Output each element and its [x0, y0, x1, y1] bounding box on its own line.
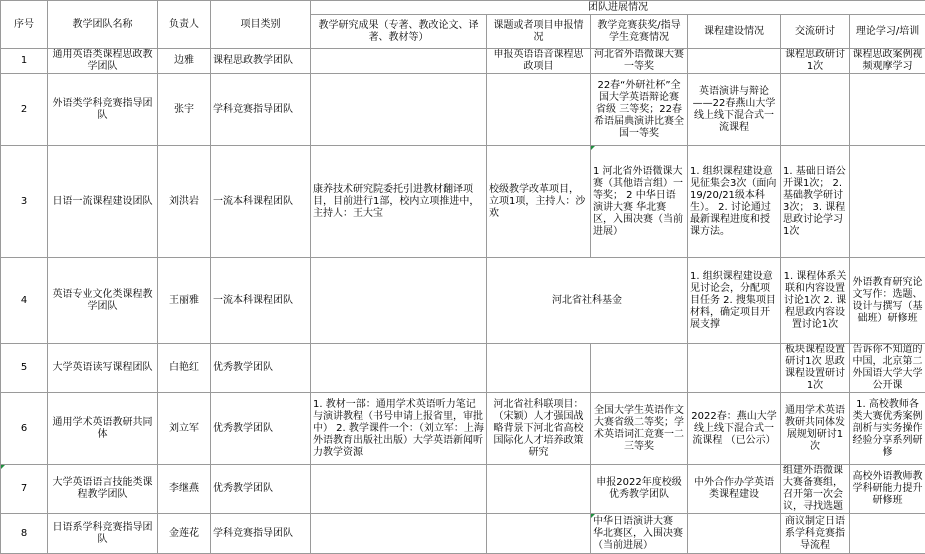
header-training: 理论学习/培训	[850, 15, 925, 49]
header-team-name: 教学团队名称	[48, 1, 158, 49]
cell-seq: 6	[1, 393, 48, 465]
cell-team-name: 通用学术英语教研共同体	[48, 393, 158, 465]
cell-team-name: 大学英语读写课程团队	[48, 344, 158, 393]
cell-leader: 王丽雅	[158, 258, 211, 344]
cell-seq: 7	[1, 465, 48, 514]
cell-competitions: 1 河北省外语微课大赛（其他语言组）一等奖； 2 中华日语演讲大赛 华北赛区，入围决赛（当前进展）	[591, 146, 688, 258]
cell-research-results	[311, 49, 487, 74]
cell-team-name: 通用英语类课程思政教学团队	[48, 49, 158, 74]
cell-exchange: 组建外语微课大赛备赛组，召开第一次会议，寻找选题	[781, 465, 850, 514]
cell-projects	[487, 74, 591, 146]
cell-competitions: 全国大学生英语作文大赛省级二等奖；学术英语词汇竞赛一二三等奖	[591, 393, 688, 465]
cell-category: 优秀教学团队	[211, 393, 311, 465]
cell-course-building: 中外合作办学英语类课程建设	[688, 465, 781, 514]
cell-category: 学科竞赛指导团队	[211, 74, 311, 146]
table-row	[1, 514, 925, 554]
table-row	[1, 49, 925, 74]
cell-competitions: 中华日语演讲大赛 华北赛区，入围决赛（当前进展）	[591, 514, 688, 554]
header-progress: 团队进展情况	[311, 1, 925, 15]
cell-projects	[487, 514, 591, 554]
cell-research-results: 康养技术研究院委托引进教材翻译项目，目前进行1部，校内立项推进中，主持人：王大宝	[311, 146, 487, 258]
cell-leader: 李继燕	[158, 465, 211, 514]
cell-exchange: 1. 课程体系关联和内容设置讨论1次 2. 课程思政内容设置讨论1次	[781, 258, 850, 344]
table-row	[1, 146, 925, 258]
cell-seq: 3	[1, 146, 48, 258]
header-projects: 课题或者项目申报情况	[487, 15, 591, 49]
cell-seq: 1	[1, 49, 48, 74]
cell-course-building	[688, 514, 781, 554]
cell-exchange: 1. 基础日语公开课1次； 2. 基础教学研讨3次； 3. 课程思政讨论学习1次	[781, 146, 850, 258]
cell-seq: 8	[1, 514, 48, 554]
cell-team-name: 外语类学科竞赛指导团队	[48, 74, 158, 146]
cell-competitions: 22春“外研社杯”全国大学英语辩论赛 省级 三等奖；22春希语届典演讲比赛全国一等奖	[591, 74, 688, 146]
cell-category: 一流本科课程团队	[211, 146, 311, 258]
cell-category: 一流本科课程团队	[211, 258, 311, 344]
header-course-building: 课程建设情况	[688, 15, 781, 49]
table-row	[1, 258, 925, 344]
header-seq: 序号	[1, 1, 48, 49]
cell-seq: 5	[1, 344, 48, 393]
cell-category: 优秀教学团队	[211, 465, 311, 514]
header-competitions: 教学竞赛获奖/指导学生竞赛情况	[591, 15, 688, 49]
cell-research-results	[311, 514, 487, 554]
table-row	[1, 393, 925, 465]
header-exchange: 交流研讨	[781, 15, 850, 49]
cell-training: 课程思政案例视频观摩学习	[850, 49, 925, 74]
cell-projects: 申报英语语音课程思政项目	[487, 49, 591, 74]
cell-team-name: 日语一流课程建设团队	[48, 146, 158, 258]
cell-projects	[487, 465, 591, 514]
cell-leader: 边雅	[158, 49, 211, 74]
cell-course-building	[688, 344, 781, 393]
cell-category: 优秀教学团队	[211, 344, 311, 393]
header-category: 项目类别	[211, 1, 311, 49]
cell-exchange	[781, 74, 850, 146]
cell-course-building: 1. 组织课程建设意见征集会3次（面向19/20/21级本科生）。 2. 讨论通过最新课程进度和授课方法。	[688, 146, 781, 258]
cell-seq: 4	[1, 258, 48, 344]
cell-research-results	[311, 465, 487, 514]
cell-leader: 白艳红	[158, 344, 211, 393]
cell-exchange: 通用学术英语教研共同体发展规划研讨1次	[781, 393, 850, 465]
table-row	[1, 344, 925, 393]
cell-training: 1. 高校教师各类大赛优秀案例剖析与实务操作经验分享系列研修	[850, 393, 925, 465]
cell-training	[850, 74, 925, 146]
cell-course-building: 英语演讲与辩论——22春燕山大学线上线下混合式一流课程	[688, 74, 781, 146]
cell-leader: 金莲花	[158, 514, 211, 554]
cell-course-building: 2022春：燕山大学线上线下混合式一流课程 （已公示）	[688, 393, 781, 465]
cell-projects	[487, 344, 591, 393]
cell-projects: 校级教学改革项目，立项1项，主持人：沙欢	[487, 146, 591, 258]
cell-exchange: 板块课程设置研讨1次 思政课程设置研讨1次	[781, 344, 850, 393]
cell-research-results: 1. 教材一部：通用学术英语听力笔记与演讲教程（书号申请上报省里，审批中） 2. 教学课件一个：（刘立军：上海外语教育出版社出版）大学英语新闻听力教学资源	[311, 393, 487, 465]
table-row	[1, 74, 925, 146]
header-leader: 负责人	[158, 1, 211, 49]
cell-category: 学科竞赛指导团队	[211, 514, 311, 554]
cell-course-building	[688, 49, 781, 74]
cell-research-results	[311, 344, 487, 393]
cell-competitions: 申报2022年度校级优秀教学团队	[591, 465, 688, 514]
cell-projects: 河北省社科基金	[487, 258, 688, 344]
cell-training: 外语教育研究论文写作：选题、设计与撰写（基础班）研修班	[850, 258, 925, 344]
cell-team-name: 大学英语语言技能类课程教学团队	[48, 465, 158, 514]
cell-research-results	[311, 258, 487, 344]
cell-research-results	[311, 74, 487, 146]
cell-team-name: 日语系学科竞赛指导团队	[48, 514, 158, 554]
cell-leader: 刘洪岩	[158, 146, 211, 258]
cell-leader: 刘立军	[158, 393, 211, 465]
cell-exchange: 课程思政研讨1次	[781, 49, 850, 74]
cell-category: 课程思政教学团队	[211, 49, 311, 74]
cell-competitions	[591, 344, 688, 393]
cell-training	[850, 514, 925, 554]
cell-team-name: 英语专业文化类课程教学团队	[48, 258, 158, 344]
cell-training: 高校外语教师教学科研能力提升研修班	[850, 465, 925, 514]
cell-competitions: 河北省外语微课大赛一等奖	[591, 49, 688, 74]
cell-training: 告诉你不知道的中国，北京第二外国语大学大学公开课	[850, 344, 925, 393]
cell-exchange: 商议制定日语系学科竞赛指导流程	[781, 514, 850, 554]
cell-leader: 张宇	[158, 74, 211, 146]
cell-seq: 2	[1, 74, 48, 146]
cell-projects: 河北省社科联项目：（宋颖）人才强国战略背景下河北省高校国际化人才培养政策研究	[487, 393, 591, 465]
header-research-results: 教学研究成果（专著、教改论文、译著、教材等）	[311, 15, 487, 49]
cell-course-building: 1. 组织课程建设意见讨论会，分配项目任务 2. 搜集项目材料，确定项目开展支撑	[688, 258, 781, 344]
cell-training	[850, 146, 925, 258]
table-row	[1, 465, 925, 514]
